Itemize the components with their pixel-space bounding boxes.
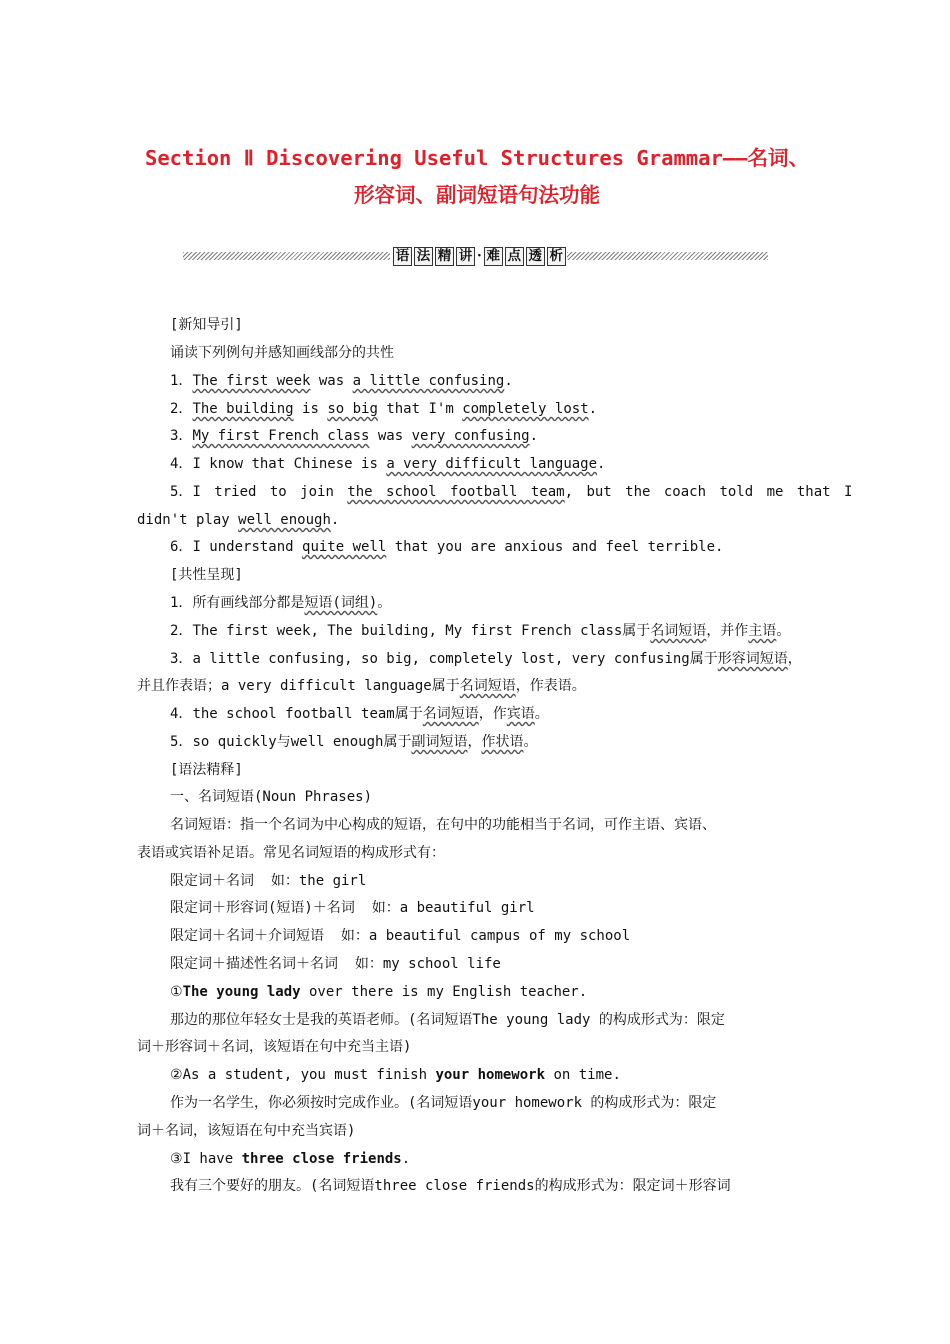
banner-hatch-right [567,252,768,260]
example-5-line-2: didn't play well enough. [137,512,340,528]
grammar-heading: [语法精释] [170,762,243,778]
page-title-line-2: 形容词、副词短语句法功能 [354,183,600,207]
grammar-example-1: ①The young lady over there is my English teacher. [170,984,588,1000]
definition-line-1: 名词短语：指一个名词为中心构成的短语，在句中的功能相当于名词，可作主语、宾语、 [170,817,716,833]
intro-instruction: 诵读下列例句并感知画线部分的共性 [170,345,394,361]
example-2: 2．The building is so big that I'm completely lost. [170,401,598,417]
example-1: 1．The first week was a little confusing. [170,373,513,389]
common-heading: [共性呈现] [170,567,243,583]
common-point-4: 4．the school football team属于名词短语，作宾语。 [170,706,549,722]
common-point-3-line-2: 并且作表语；a very difficult language属于名词短语，作表语。 [137,678,586,694]
section-banner [183,243,768,269]
common-point-5: 5．so quickly与well enough属于副词短语，作状语。 [170,734,538,750]
example-5-line-1: 5．I tried to join the school football team, but the coach told me that I [170,484,853,500]
grammar-example-3-cn-line-1: 我有三个要好的朋友。(名词短语three close friends的构成形式为：限定词＋形容词 [170,1178,731,1194]
example-4: 4．I know that Chinese is a very difficult language. [170,456,606,472]
common-point-2: 2．The first week, The building, My first French class属于名词短语，并作主语。 [170,623,791,639]
form-3: 限定词＋名词＋介词短语 如：a beautiful campus of my school [170,928,631,944]
example-6: 6．I understand quite well that you are anxious and feel terrible. [170,539,724,555]
banner-char: 点 [505,247,524,266]
grammar-example-2-cn-line-2: 词＋名词，该短语在句中充当宾语) [137,1123,356,1139]
section-noun-phrases: 一、名词短语(Noun Phrases) [170,789,373,805]
definition-line-2: 表语或宾语补足语。常见名词短语的构成形式有： [137,845,445,861]
banner-char: 法 [414,247,433,266]
banner-char: 透 [526,247,545,266]
page-title-line-1: Section Ⅱ Discovering Useful Structures Grammar——名词、 [144,146,809,170]
grammar-example-1-cn-line-2: 词＋形容词＋名词，该短语在句中充当主语) [137,1039,412,1055]
form-2: 限定词＋形容词(短语)＋名词 如：a beautiful girl [170,900,535,916]
grammar-example-2: ②As a student, you must finish your homework on time. [170,1067,621,1083]
banner-separator: · [477,248,482,264]
banner-char: 精 [435,247,454,266]
banner-char: 讲 [456,247,475,266]
common-point-1: 1．所有画线部分都是短语(词组)。 [170,595,392,611]
form-1: 限定词＋名词 如：the girl [170,873,367,889]
banner-char: 析 [547,247,566,266]
banner-hatch-left [183,252,390,260]
intro-heading: [新知导引] [170,317,243,333]
grammar-example-2-cn-line-1: 作为一名学生，你必须按时完成作业。(名词短语your homework 的构成形式为：限定 [170,1095,717,1111]
example-3: 3．My first French class was very confusing. [170,428,539,444]
banner-char: 难 [484,247,503,266]
banner-char: 语 [393,247,412,266]
grammar-example-3: ③I have three close friends. [170,1151,411,1167]
grammar-example-1-cn-line-1: 那边的那位年轻女士是我的英语老师。(名词短语The young lady 的构成形式为：限定 [170,1012,725,1028]
banner-label [393,245,566,267]
form-4: 限定词＋描述性名词＋名词 如：my school life [170,956,501,972]
common-point-3-line-1: 3．a little confusing, so big, completely lost, very confusing属于形容词短语， [170,651,802,667]
